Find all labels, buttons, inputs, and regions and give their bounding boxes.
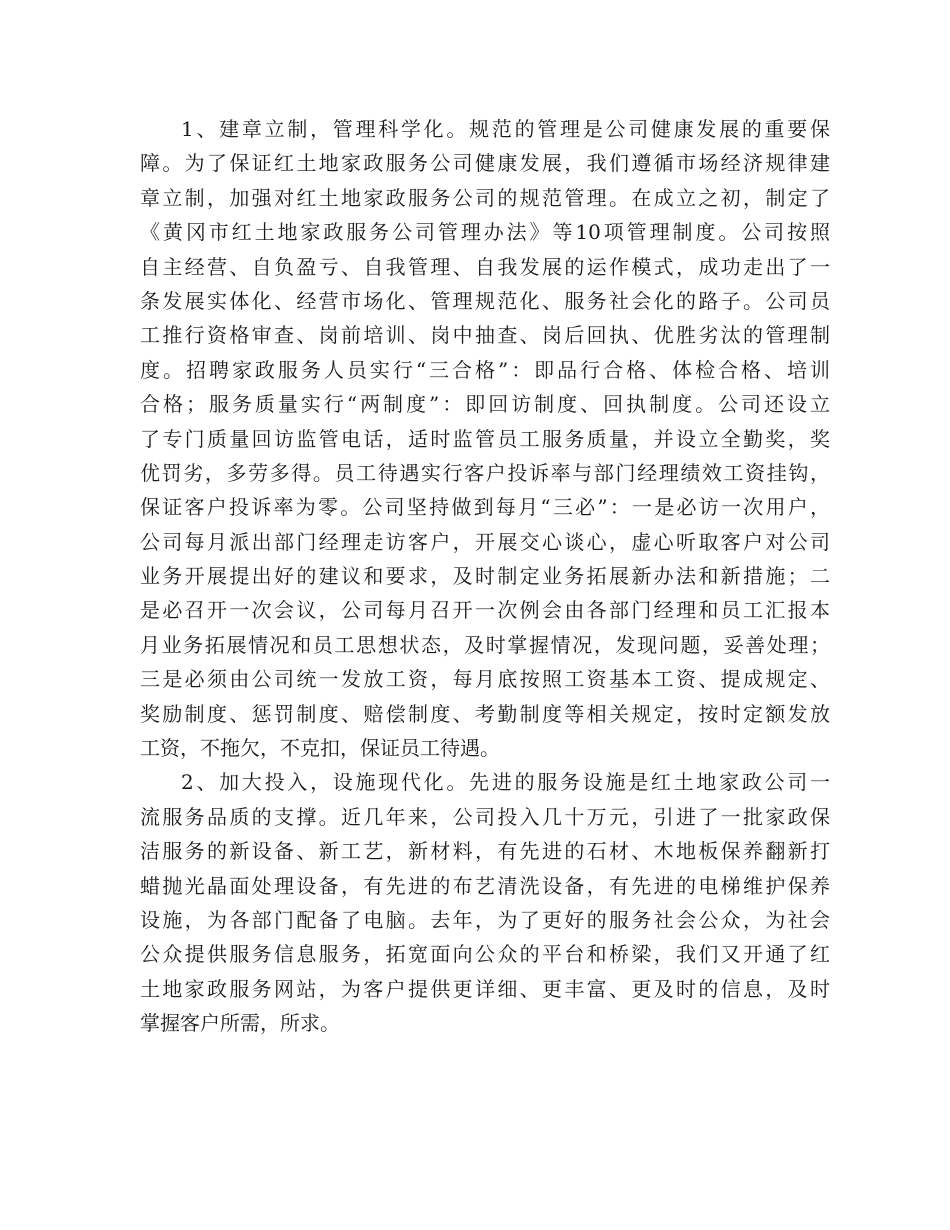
- text-line: 流服务品质的支撑。近几年来，公司投入几十万元，引进了一批家政保: [140, 804, 830, 829]
- text-line: 条发展实体化、经营市场化、管理规范化、服务社会化的路子。公司员: [140, 288, 830, 313]
- text-line: 业务开展提出好的建议和要求，及时制定业务拓展新办法和新措施；二: [140, 564, 830, 589]
- text-line: 掌握客户所需，所求。: [140, 1011, 340, 1036]
- text-line: 公众提供服务信息服务，拓宽面向公众的平台和桥梁，我们又开通了红: [140, 942, 830, 967]
- paragraph-management: [140, 112, 830, 765]
- text-line: 合格；服务质量实行“两制度”：即回访制度、回执制度。公司还设立: [140, 392, 830, 417]
- text-line: 蜡抛光晶面处理设备，有先进的布艺清洗设备，有先进的电梯维护保养: [140, 873, 830, 898]
- text-line: 章立制，加强对红土地家政服务公司的规范管理。在成立之初，制定了: [140, 185, 830, 210]
- text-line: 设施，为各部门配备了电脑。去年，为了更好的服务社会公众，为社会: [140, 907, 830, 932]
- text-line: 2、加大投入，设施现代化。先进的服务设施是红土地家政公司一: [181, 770, 830, 795]
- paragraph-investment: [140, 765, 830, 1040]
- text-line: 1、建章立制，管理科学化。规范的管理是公司健康发展的重要保: [181, 117, 830, 141]
- text-line: 自主经营、自负盈亏、自我管理、自我发展的运作模式，成功走出了一: [140, 254, 830, 279]
- text-line: 障。为了保证红土地家政服务公司健康发展，我们遵循市场经济规律建: [140, 151, 830, 176]
- text-line: 是必召开一次会议，公司每月召开一次例会由各部门经理和员工汇报本: [140, 598, 830, 623]
- text-line: 土地家政服务网站，为客户提供更详细、更丰富、更及时的信息，及时: [140, 976, 830, 1001]
- text-line: 保证客户投诉率为零。公司坚持做到每月“三必”：一是必访一次用户，: [140, 495, 830, 520]
- text-line: 度。招聘家政服务人员实行“三合格”：即品行合格、体检合格、培训: [140, 357, 830, 382]
- text-line: 工资，不拖欠，不克扣，保证员工待遇。: [140, 736, 500, 761]
- text-line: 《黄冈市红土地家政服务公司管理办法》等10项管理制度。公司按照: [140, 220, 830, 245]
- text-line: 工推行资格审查、岗前培训、岗中抽查、岗后回执、优胜劣汰的管理制: [140, 323, 830, 348]
- text-line: 月业务拓展情况和员工思想状态，及时掌握情况，发现问题，妥善处理；: [140, 632, 830, 657]
- text-line: 公司每月派出部门经理走访客户，开展交心谈心，虚心听取客户对公司: [140, 529, 830, 554]
- text-line: 洁服务的新设备、新工艺，新材料，有先进的石材、木地板保养翻新打: [140, 839, 830, 864]
- document-page: [140, 112, 830, 1041]
- text-line: 优罚劣，多劳多得。员工待遇实行客户投诉率与部门经理绩效工资挂钩，: [140, 460, 830, 485]
- text-line: 奖励制度、惩罚制度、赔偿制度、考勤制度等相关规定，按时定额发放: [140, 701, 830, 726]
- text-line: 了专门质量回访监管电话，适时监管员工服务质量，并设立全勤奖，奖: [140, 426, 830, 451]
- text-line: 三是必须由公司统一发放工资，每月底按照工资基本工资、提成规定、: [140, 667, 830, 692]
